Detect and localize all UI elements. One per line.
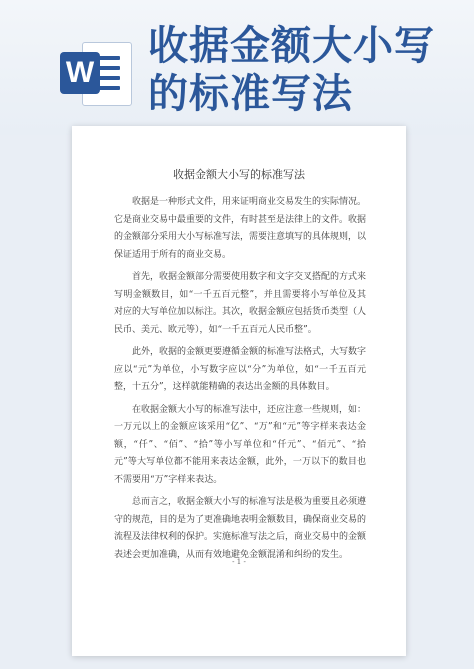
word-document-icon (60, 38, 134, 108)
paragraph: 总而言之，收据金额大小写的标准写法是极为重要且必须遵守的规范，目的是为了更准确地表明金额数目，确保商业交易的流程及法律权利的保护。实施标准写法之后，商业交易中的金额表述会更加准确，从而有效地避免金额混淆和纠纷的发生。 (114, 497, 367, 560)
document-title: 收据金额大小写的标准写法 (173, 168, 305, 181)
paragraph: 首先，收据金额部分需要使用数字和文字交叉搭配的方式来写明金额数目，如“一千五百元整”，并且需要将小写单位及其对应的大写单位加以标注。其次，收据金额应包括货币类型（人民币、美元、欧元等），如“一千五百元人民币整”。 (114, 272, 367, 335)
document-body (114, 194, 366, 569)
page-number: - 1 - (232, 558, 246, 566)
word-icon-tile: W (60, 52, 100, 94)
header-banner (0, 0, 474, 135)
paragraph: 收据是一种形式文件，用来证明商业交易发生的实际情况。它是商业交易中最重要的文件，有时甚至是法律上的文件。收据的金额部分采用大小写标准写法，需要注意填写的具体规则，以保证适用于所有的商业交易。 (114, 197, 367, 260)
page-title: 收据金额大小写的标准写法 (148, 23, 435, 117)
paragraph: 在收据金额大小写的标准写法中，还应注意一些规则，如：一万元以上的金额应该采用“亿”、“万”和“元”等字样来表达金额，“仟”、“佰”、“拾”等小写单位和“仟元”、“佰元”、“拾元”等大写单位都不能用来表达金额，此外，一万以下的数目也不需要用“万”字样来表达。 (114, 404, 367, 485)
paragraph: 此外，收据的金额更要遵循金额的标准写法格式，大写数字应以“元”为单位，小写数字应以“分”为单位，如“一千五百元整，十五分”，这样就能精确的表达出金额的具体数目。 (114, 347, 367, 392)
document-page (72, 126, 406, 656)
